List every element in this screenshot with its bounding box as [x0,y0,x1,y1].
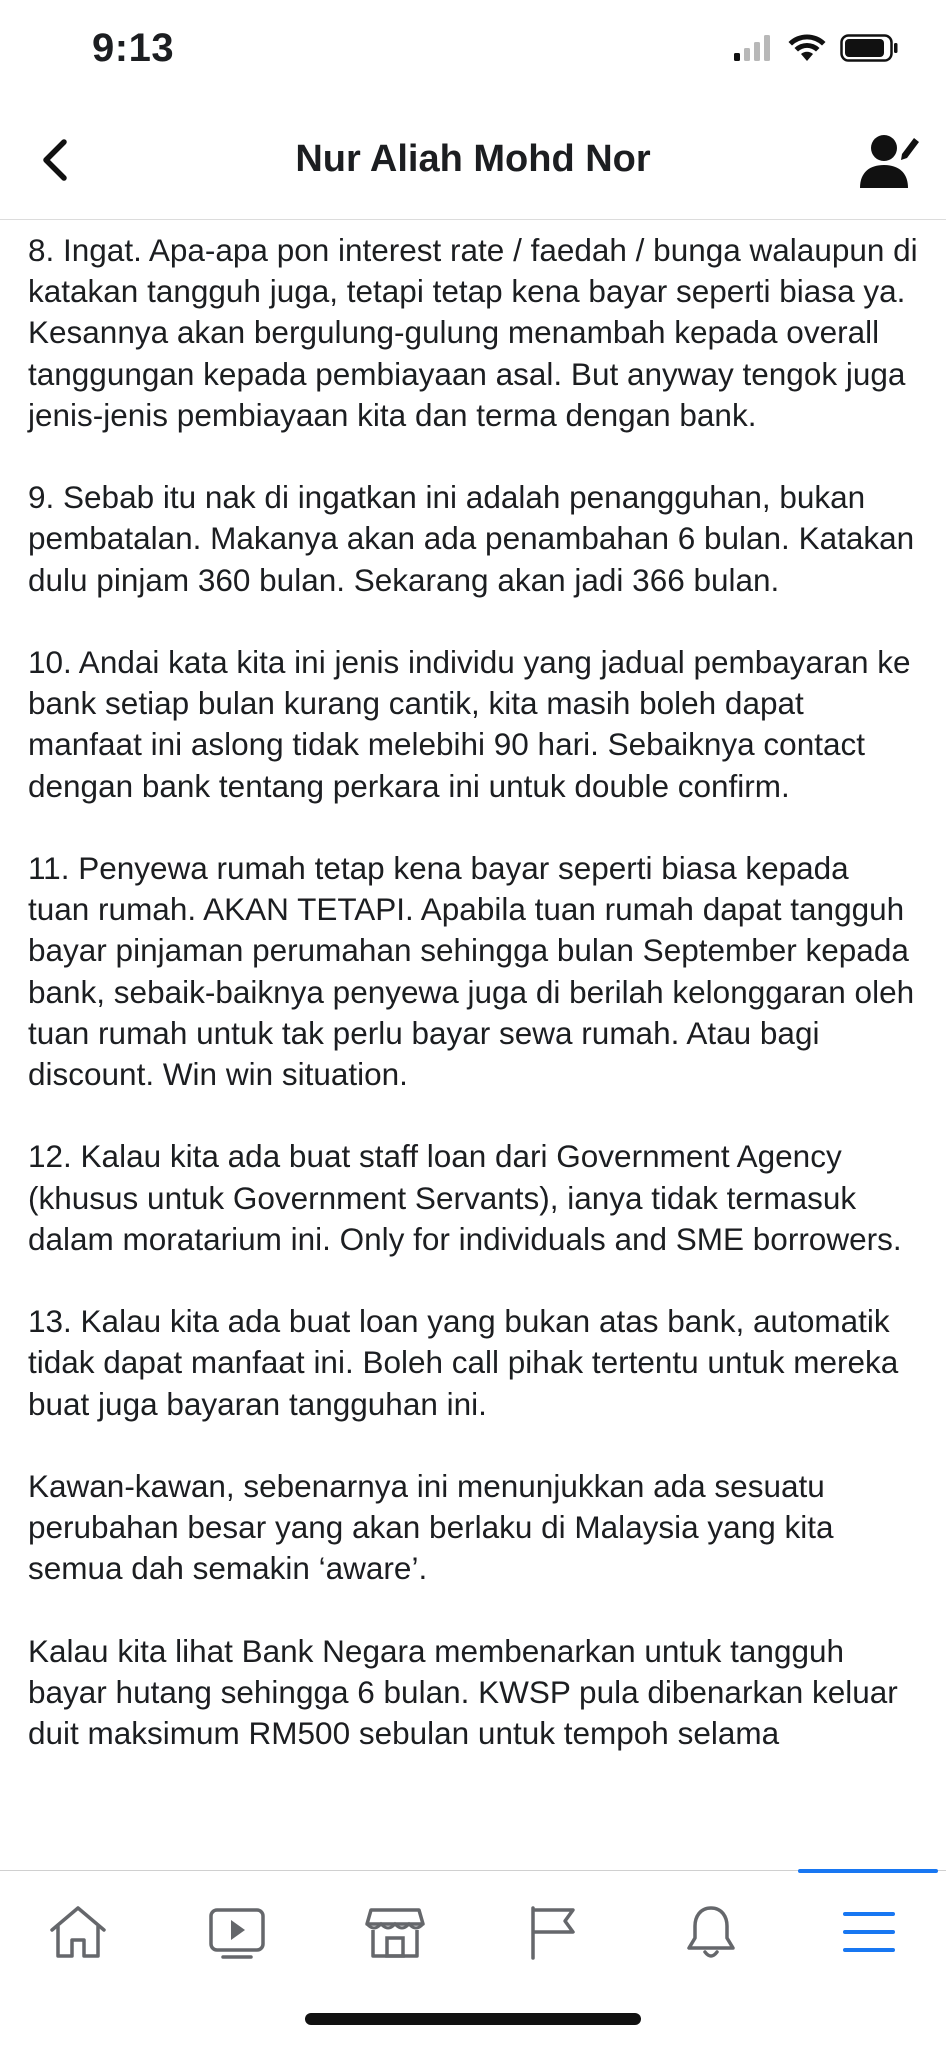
wifi-icon [788,34,826,62]
tab-notifications[interactable] [656,1877,766,1987]
post-text [0,221,946,1754]
marketplace-store-icon [365,1904,425,1960]
home-indicator [305,2013,641,2025]
nav-header [0,100,946,220]
menu-icon [839,1904,899,1960]
post-paragraph: 11. Penyewa rumah tetap kena bayar seperti biasa kepada tuan rumah. AKAN TETAPI. Apabila tuan rumah dapat tangguh bayar pinjaman perumahan sehingga bulan September kepada bank, sebaik-baiknya penyewa juga di berilah kelonggaran oleh tuan rumah untuk tak perlu bayar sewa rumah. Atau bagi discount. Win win situation. [28,850,915,1093]
post-paragraph: 13. Kalau kita ada buat loan yang bukan atas bank, automatik tidak dapat manfaat ini. Boleh call pihak tertentu untuk mereka buat juga bayaran tangguhan ini. [28,1303,899,1422]
tab-bar [0,1870,946,2048]
flag-icon [523,1904,583,1960]
tab-watch[interactable] [182,1877,292,1987]
post-paragraph: Kawan-kawan, sebenarnya ini menunjukkan ada sesuatu perubahan besar yang akan berlaku di Malaysia yang kita semua dah semakin ‘aware’. [28,1468,834,1587]
post-paragraph: 8. Ingat. Apa-apa pon interest rate / faedah / bunga walaupun di katakan tangguh juga, tetapi tetap kena bayar seperti biasa ya. Kesannya akan bergulung-gulung menambah kepada overall tanggungan kepada pembiayaan asal. But anyway tengok juga jenis-jenis pembiayaan kita dan terma dengan bank. [28,232,918,433]
bell-icon [681,1904,741,1960]
post-paragraph: Kalau kita lihat Bank Negara membenarkan untuk tangguh bayar hutang sehingga 6 bulan. KWSP pula dibenarkan keluar duit maksimum RM500 sebulan untuk tempoh selama [28,1632,898,1752]
status-time: 9:13 [92,26,175,70]
post-paragraph: 9. Sebab itu nak di ingatkan ini adalah penangguhan, bukan pembatalan. Makanya akan ada penambahan 6 bulan. Katakan dulu pinjam 360 bulan. Sekarang akan jadi 366 bulan. [28,479,915,598]
profile-button[interactable] [858,132,920,192]
home-icon [48,1904,108,1960]
tab-menu[interactable] [814,1877,924,1987]
post-paragraph: 12. Kalau kita ada buat staff loan dari Government Agency (khusus untuk Government Servants), ianya tidak termasuk dalam moratarium ini. Only for individuals and SME borrowers. [28,1138,902,1257]
battery-icon [840,34,898,62]
page-title: Nur Aliah Mohd Nor [295,138,651,180]
post-content [0,221,946,1871]
profile-edit-icon [858,132,920,192]
status-icons [734,34,898,62]
active-tab-indicator [798,1869,938,1873]
tab-pages[interactable] [498,1877,608,1987]
tab-home[interactable] [23,1877,133,1987]
post-paragraph: 10. Andai kata kita ini jenis individu yang jadual pembayaran ke bank setiap bulan kurang cantik, kita masih boleh dapat manfaat ini aslong tidak melebihi 90 hari. Sebaiknya contact dengan bank tentang perkara ini untuk double confirm. [28,644,911,804]
video-play-icon [207,1904,267,1960]
signal-icon [734,35,774,61]
tab-marketplace[interactable] [340,1877,450,1987]
status-bar [0,0,946,100]
